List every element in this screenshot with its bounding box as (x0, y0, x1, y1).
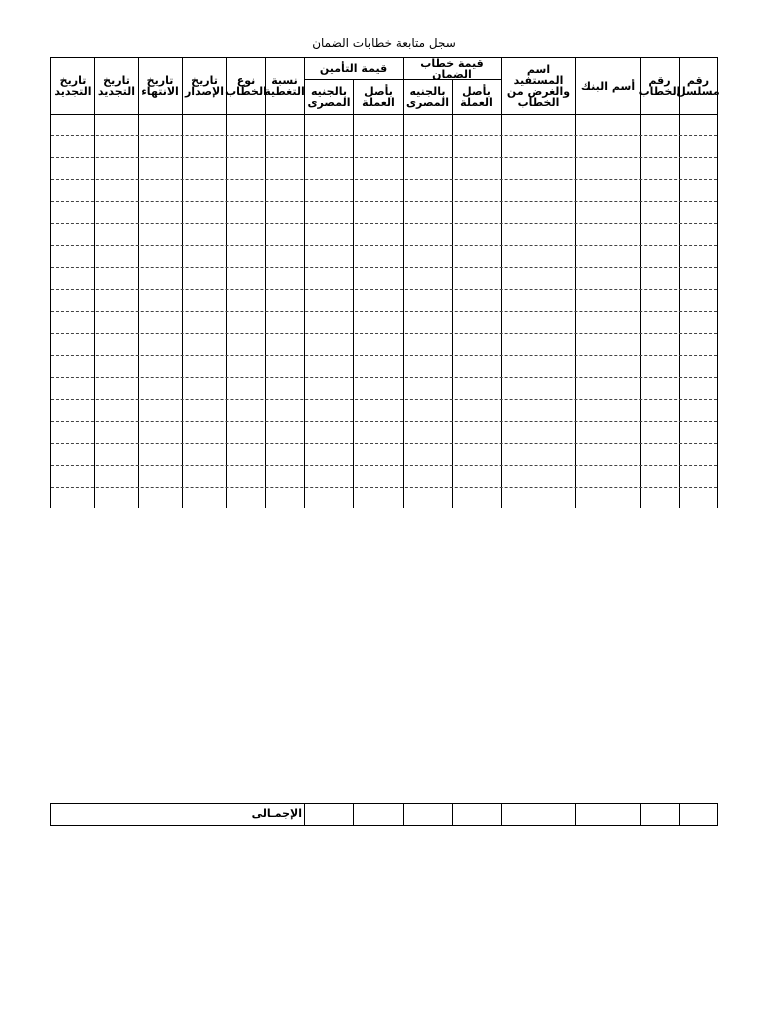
header-beneficiary (501, 58, 576, 114)
header-letter-no (640, 58, 679, 114)
totals-col-line (575, 803, 576, 825)
totals-col-line (353, 803, 354, 825)
row-separator (51, 421, 717, 422)
header-renew-date-1-label: تاريخ التجديد (97, 74, 136, 98)
row-separator (51, 399, 717, 400)
header-renew-date-1 (95, 58, 138, 114)
row-separator (51, 157, 717, 158)
header-bank (576, 58, 640, 114)
header-lg-egp (403, 80, 452, 114)
header-issue-date (182, 58, 227, 114)
header-issue-date-label: تاريخ الإصدار (184, 74, 225, 98)
header-bottom-border (50, 114, 718, 115)
row-separator (51, 333, 717, 334)
row-separator (51, 245, 717, 246)
header-beneficiary-label: اسم المستفيد والغرض من الخطاب (506, 63, 571, 109)
col-line (94, 57, 95, 508)
col-line (575, 57, 576, 508)
row-separator (51, 355, 717, 356)
header-expiry-date-label: تاريخ الانتهاء (141, 74, 179, 98)
totals-bottom-border (50, 825, 718, 826)
header-lg-orig-label: بأصل العملة (460, 85, 493, 109)
row-separator (51, 487, 717, 488)
col-line (182, 57, 183, 508)
header-renew-date-2 (51, 58, 95, 114)
row-separator (51, 289, 717, 290)
totals-col-line (717, 803, 718, 825)
col-line (679, 57, 680, 508)
col-line (226, 57, 227, 508)
col-line (501, 57, 502, 508)
header-ins-orig (354, 80, 403, 114)
header-group-guarantee (403, 58, 501, 79)
header-coverage-label: نسبة التغطية (264, 74, 305, 98)
header-group-guarantee-label: قيمة خطاب الضمان (420, 56, 484, 81)
table-top-border (50, 57, 718, 58)
header-serial-label: رقم مسلسل (676, 74, 720, 98)
col-line (304, 57, 305, 508)
col-line (138, 57, 139, 508)
header-ins-orig-label: بأصل العملة (362, 85, 395, 109)
col-line (717, 57, 718, 508)
header-lg-orig (452, 80, 501, 114)
totals-col-line (304, 803, 305, 825)
totals-col-line (679, 803, 680, 825)
page-title: سجل متابعة خطابات الضمان (312, 36, 456, 50)
totals-col-line (50, 803, 51, 825)
header-serial (676, 58, 720, 114)
row-separator (51, 311, 717, 312)
header-expiry-date (138, 58, 182, 114)
row-separator (51, 223, 717, 224)
total-label: الإجمـالى (251, 807, 302, 820)
header-bank-label: أسم البنك (580, 79, 636, 93)
header-type-label: نوع الخطاب (225, 74, 267, 98)
totals-top-border (50, 803, 718, 804)
col-line (640, 57, 641, 508)
header-ins-egp-label: بالجنيه المصرى (307, 85, 351, 109)
row-separator (51, 201, 717, 202)
row-separator (51, 443, 717, 444)
totals-col-line (452, 803, 453, 825)
header-ins-egp (304, 80, 354, 114)
header-group-insurance-label: قيمة التأمين (319, 62, 388, 75)
header-type (227, 58, 265, 114)
row-separator (51, 179, 717, 180)
header-group-insurance (304, 58, 403, 79)
header-letter-no-label: رقم الخطاب (638, 74, 681, 98)
totals-col-line (403, 803, 404, 825)
col-line (265, 57, 266, 508)
header-coverage (265, 58, 304, 114)
col-line (50, 57, 51, 508)
row-separator (51, 465, 717, 466)
row-separator (51, 267, 717, 268)
header-lg-egp-label: بالجنيه المصرى (405, 85, 450, 109)
row-separator (51, 377, 717, 378)
row-separator (51, 135, 717, 136)
totals-col-line (640, 803, 641, 825)
totals-col-line (501, 803, 502, 825)
header-renew-date-2-label: تاريخ التجديد (54, 74, 92, 98)
col-line (403, 57, 404, 508)
